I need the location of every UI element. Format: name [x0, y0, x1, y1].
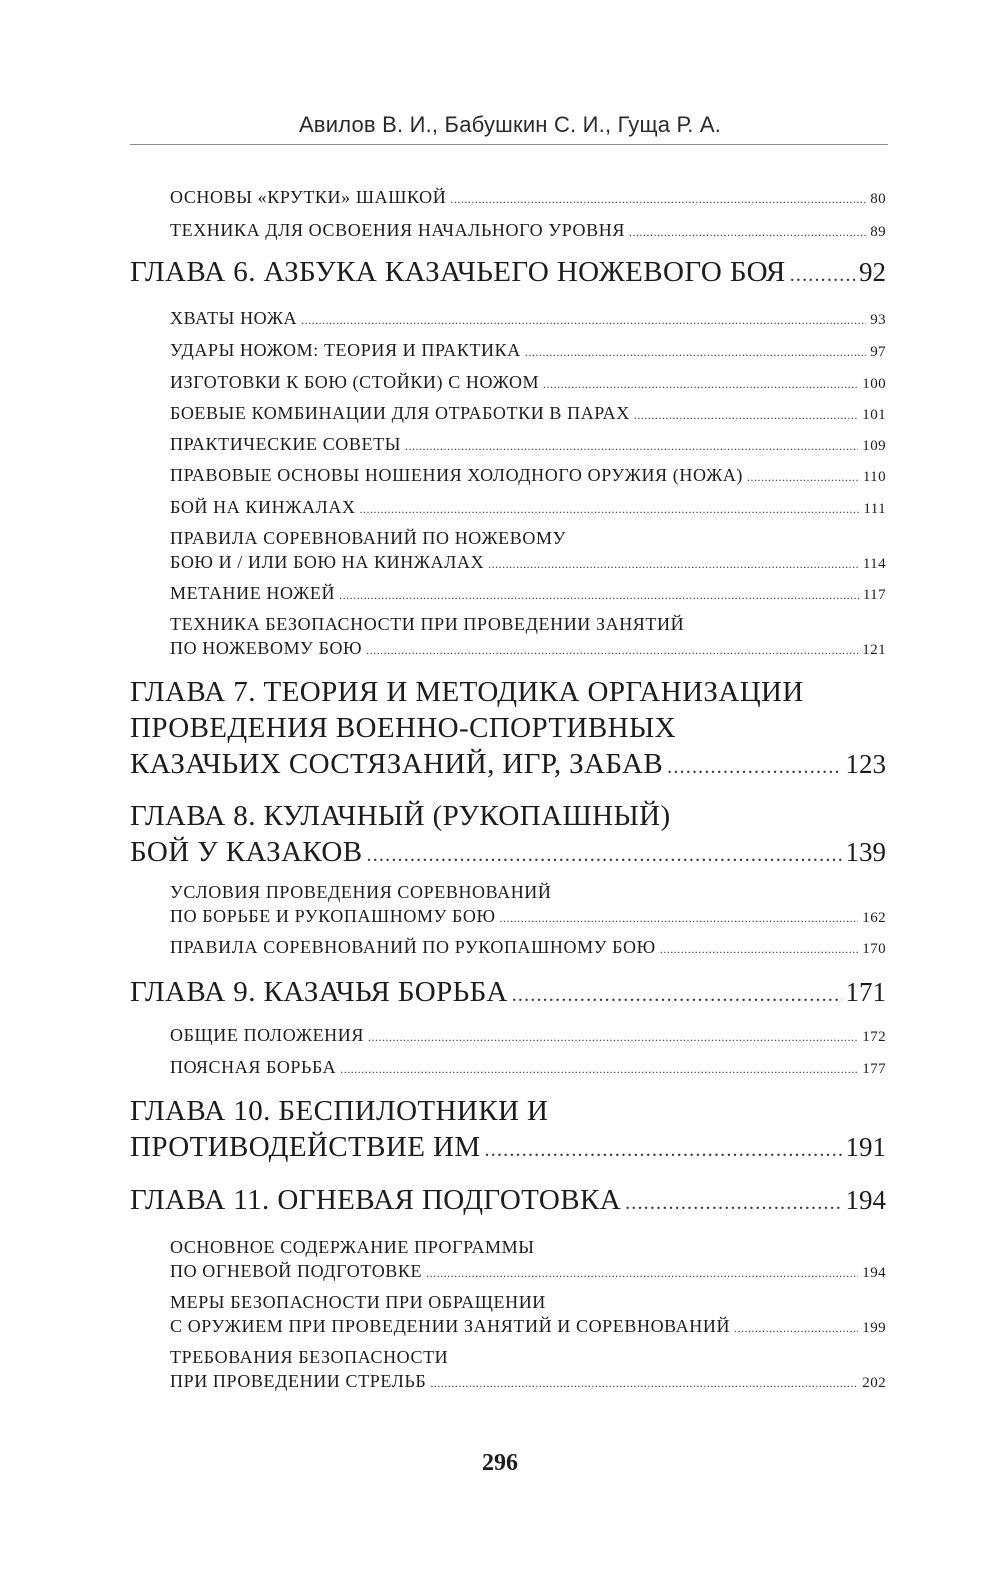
toc-entry-page: 191 — [845, 1132, 886, 1162]
toc-entry-4[interactable] — [170, 338, 886, 364]
toc-entry-23[interactable] — [170, 1290, 886, 1340]
toc-entry-page: 114 — [862, 556, 886, 572]
toc-entry-8[interactable] — [170, 463, 886, 489]
toc-entry-title-line-1: МЕРЫ БЕЗОПАСНОСТИ ПРИ ОБРАЩЕНИИ — [170, 1292, 546, 1312]
toc-entry-10[interactable] — [170, 526, 886, 576]
dot-leader — [634, 403, 858, 427]
toc-entry-24[interactable] — [170, 1345, 886, 1395]
toc-entry-page: 100 — [862, 376, 886, 392]
dot-leader — [450, 187, 866, 211]
toc-entry-7[interactable] — [170, 432, 886, 458]
toc-entry-page: 97 — [870, 344, 886, 360]
header-rule — [130, 144, 888, 145]
toc-entry-title-line-2: БОЙ У КАЗАКОВ — [130, 836, 363, 868]
toc-entry-16[interactable] — [170, 935, 886, 961]
toc-entry-title: БОЙ НА КИНЖАЛАХ — [170, 497, 356, 517]
dot-leader — [525, 340, 866, 364]
toc-entry-title: ГЛАВА 6. АЗБУКА КАЗАЧЬЕГО НОЖЕВОГО БОЯ — [130, 256, 786, 288]
toc-entry-page: 80 — [870, 191, 886, 207]
toc-entry-page: 92 — [859, 257, 886, 287]
toc-entry-page: 101 — [862, 407, 886, 423]
toc-entry-page: 111 — [863, 501, 886, 517]
toc-entry-title: ПРАВИЛА СОРЕВНОВАНИЙ ПО РУКОПАШНОМУ БОЮ — [170, 937, 656, 957]
toc-entry-page: 194 — [862, 1265, 886, 1281]
toc-entry-page: 199 — [862, 1320, 886, 1336]
dot-leader — [629, 220, 866, 244]
toc-entry-title: БОЕВЫЕ КОМБИНАЦИИ ДЛЯ ОТРАБОТКИ В ПАРАХ — [170, 403, 630, 423]
toc-chapter-8[interactable] — [130, 798, 886, 873]
toc-chapter-7[interactable] — [130, 674, 886, 785]
toc-entry-title: ГЛАВА 11. ОГНЕВАЯ ПОДГОТОВКА — [130, 1184, 622, 1216]
dot-leader — [367, 837, 842, 873]
toc-entry-18[interactable] — [170, 1023, 886, 1049]
toc-entry-title-line-1: УСЛОВИЯ ПРОВЕДЕНИЯ СОРЕВНОВАНИЙ — [170, 882, 552, 902]
toc-entry-title-line-2: ПРИ ПРОВЕДЕНИИ СТРЕЛЬБ — [170, 1371, 427, 1391]
dot-leader — [340, 1057, 858, 1081]
toc-entry-title: ТЕХНИКА ДЛЯ ОСВОЕНИЯ НАЧАЛЬНОГО УРОВНЯ — [170, 220, 625, 240]
toc-entry-title: ОБЩИЕ ПОЛОЖЕНИЯ — [170, 1025, 364, 1045]
toc-entry-title-line-1: ПРАВИЛА СОРЕВНОВАНИЙ ПО НОЖЕВОМУ — [170, 528, 566, 548]
dot-leader — [625, 1185, 841, 1221]
toc-entry-page: 89 — [870, 224, 886, 240]
toc-entry-title: ГЛАВА 9. КАЗАЧЬЯ БОРЬБА — [130, 976, 508, 1008]
toc-entry-page: 202 — [862, 1375, 886, 1391]
toc-entry-title-line-2: ПРОТИВОДЕЙСТВИЕ ИМ — [130, 1131, 481, 1163]
toc-entry-page: 109 — [862, 438, 886, 454]
toc-entry-page: 194 — [845, 1185, 886, 1215]
dot-leader — [339, 583, 859, 607]
dot-leader — [368, 1025, 858, 1049]
toc-chapter-11[interactable] — [130, 1182, 886, 1221]
dot-leader — [660, 937, 859, 961]
toc-entry-12[interactable] — [170, 612, 886, 662]
toc-entry-title-line-2: С ОРУЖИЕМ ПРИ ПРОВЕДЕНИИ ЗАНЯТИЙ И СОРЕВНОВАНИЙ — [170, 1316, 731, 1336]
dot-leader — [301, 308, 866, 332]
toc-entry-title-line-1: ГЛАВА 10. БЕСПИЛОТНИКИ И — [130, 1095, 549, 1127]
toc-entry-title-line-3: КАЗАЧЬИХ СОСТЯЗАНИЙ, ИГР, ЗАБАВ — [130, 748, 664, 780]
toc-entry-page: 117 — [862, 587, 886, 603]
toc-entry-title: МЕТАНИЕ НОЖЕЙ — [170, 583, 336, 603]
dot-leader — [790, 257, 855, 293]
toc-entry-page: 172 — [862, 1029, 886, 1045]
toc-entry-page: 170 — [862, 941, 886, 957]
toc-entry-page: 177 — [862, 1061, 886, 1077]
dot-leader — [512, 977, 842, 1013]
dot-leader — [500, 906, 859, 930]
toc-entry-title: УДАРЫ НОЖОМ: ТЕОРИЯ И ПРАКТИКА — [170, 340, 521, 360]
dot-leader — [426, 1261, 858, 1285]
toc-entry-page: 123 — [845, 749, 886, 779]
toc-entry-22[interactable] — [170, 1235, 886, 1285]
toc-entry-title-line-2: ПО БОРЬБЕ И РУКОПАШНОМУ БОЮ — [170, 906, 496, 926]
dot-leader — [366, 638, 858, 662]
toc-entry-title-line-2: ПО НОЖЕВОМУ БОЮ — [170, 638, 363, 658]
dot-leader — [747, 465, 859, 489]
dot-leader — [488, 552, 859, 576]
toc-entry-page: 171 — [845, 977, 886, 1007]
page-number: 296 — [482, 1450, 518, 1476]
dot-leader — [360, 497, 860, 521]
toc-entry-page: 121 — [862, 642, 886, 658]
toc-entry-title: ХВАТЫ НОЖА — [170, 308, 298, 328]
toc-entry-page: 110 — [862, 469, 886, 485]
toc-entry-title-line-1: ГЛАВА 7. ТЕОРИЯ И МЕТОДИКА ОРГАНИЗАЦИИ — [130, 676, 804, 708]
dot-leader — [430, 1371, 858, 1395]
toc-entry-19[interactable] — [170, 1055, 886, 1081]
toc-entry-11[interactable] — [170, 581, 886, 607]
dot-leader — [485, 1132, 842, 1168]
toc-entry-0[interactable] — [170, 185, 886, 211]
toc-chapter-10[interactable] — [130, 1093, 886, 1168]
dot-leader — [405, 434, 858, 458]
toc-chapter-9[interactable] — [130, 974, 886, 1013]
toc-entry-page: 162 — [862, 910, 886, 926]
toc-entry-5[interactable] — [170, 370, 886, 396]
toc-entry-title: ОСНОВЫ «КРУТКИ» ШАШКОЙ — [170, 187, 447, 207]
dot-leader — [667, 749, 841, 785]
toc-entry-title-line-2: ПО ОГНЕВОЙ ПОДГОТОВКЕ — [170, 1261, 423, 1281]
toc-entry-1[interactable] — [170, 218, 886, 244]
toc-entry-title-line-1: ГЛАВА 8. КУЛАЧНЫЙ (РУКОПАШНЫЙ) — [130, 800, 671, 832]
toc-entry-title: ПОЯСНАЯ БОРЬБА — [170, 1057, 337, 1077]
toc-entry-title: ИЗГОТОВКИ К БОЮ (СТОЙКИ) С НОЖОМ — [170, 372, 540, 392]
dot-leader — [543, 372, 858, 396]
toc-chapter-6[interactable] — [130, 254, 886, 293]
toc-entry-title-line-1: ТЕХНИКА БЕЗОПАСНОСТИ ПРИ ПРОВЕДЕНИИ ЗАНЯТИЙ — [170, 614, 685, 634]
toc-entry-title-line-1: ОСНОВНОЕ СОДЕРЖАНИЕ ПРОГРАММЫ — [170, 1237, 535, 1257]
toc-entry-title-line-1: ТРЕБОВАНИЯ БЕЗОПАСНОСТИ — [170, 1347, 449, 1367]
toc-entry-3[interactable] — [170, 306, 886, 332]
toc-entry-title-line-2: БОЮ И / ИЛИ БОЮ НА КИНЖАЛАХ — [170, 552, 485, 572]
toc-entry-page: 139 — [845, 837, 886, 867]
toc-entry-15[interactable] — [170, 880, 886, 930]
toc-entry-title-line-2: ПРОВЕДЕНИЯ ВОЕННО-СПОРТИВНЫХ — [130, 712, 676, 744]
toc-entry-page: 93 — [870, 312, 886, 328]
running-header: Авилов В. И., Бабушкин С. И., Гуща Р. А. — [298, 112, 722, 137]
toc-entry-title: ПРАКТИЧЕСКИЕ СОВЕТЫ — [170, 434, 402, 454]
toc-entry-9[interactable] — [170, 495, 886, 521]
toc-entry-title: ПРАВОВЫЕ ОСНОВЫ НОШЕНИЯ ХОЛОДНОГО ОРУЖИЯ (НОЖА) — [170, 465, 744, 485]
toc-entry-6[interactable] — [170, 401, 886, 427]
dot-leader — [734, 1316, 858, 1340]
